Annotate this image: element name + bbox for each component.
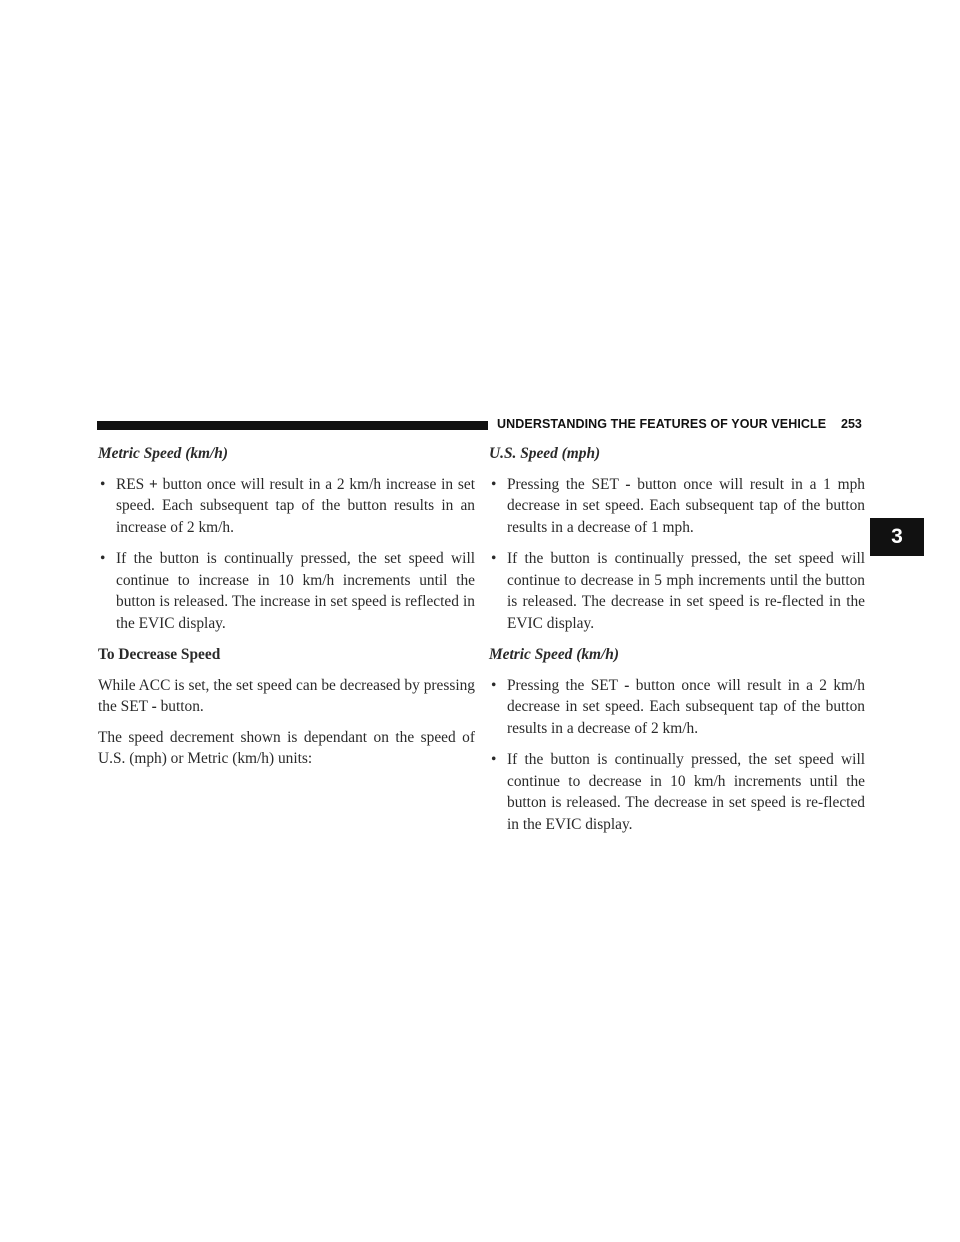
right-column <box>489 443 865 845</box>
bullet-text: button once will result in a 1 mph decrease in set speed. Each subsequent tap of the button results in a decrease of 1 mph. <box>507 475 865 536</box>
list-item <box>98 474 475 539</box>
bullet-icon: • <box>491 676 497 694</box>
metric-speed-heading: Metric Speed (km/h) <box>489 646 619 663</box>
us-decrease-list <box>489 474 865 635</box>
bullet-text-prefix: RES <box>116 475 150 493</box>
bullet-icon: • <box>100 475 106 493</box>
bullet-text: If the button is continually pressed, the set speed will continue to decrease in 5 mph increments until the button is released. The decrease in set speed is re-flected in the EVIC display. <box>507 550 865 632</box>
list-item <box>489 749 865 835</box>
bullet-icon: • <box>491 550 497 567</box>
decrease-speed-heading: To Decrease Speed <box>98 646 221 663</box>
section-title: UNDERSTANDING THE FEATURES OF YOUR VEHICLE <box>497 417 827 431</box>
key-symbol: - <box>624 676 630 694</box>
chapter-tab: 3 <box>870 518 924 556</box>
bullet-text-prefix: Pressing the SET <box>507 475 626 493</box>
key-symbol: - <box>625 475 631 493</box>
list-item <box>489 675 865 740</box>
us-speed-heading: U.S. Speed (mph) <box>489 445 601 462</box>
list-item <box>489 548 865 634</box>
bullet-text: If the button is continually pressed, the set speed will continue to decrease in 10 km/h increments until the button is released. The decrease in set speed is re-flected in the EVIC display. <box>507 751 865 833</box>
metric-increase-list <box>98 474 475 635</box>
key-symbol: + <box>149 475 158 493</box>
bullet-text-prefix: Pressing the SET <box>507 676 625 694</box>
list-item <box>489 474 865 539</box>
left-column <box>98 443 475 779</box>
bullet-icon: • <box>100 550 106 567</box>
page-number: 253 <box>841 417 862 431</box>
metric-speed-heading: Metric Speed (km/h) <box>98 445 228 462</box>
header-rule <box>97 421 488 430</box>
list-item <box>98 548 475 634</box>
paragraph <box>98 675 475 718</box>
key-symbol: - <box>151 698 157 715</box>
paragraph: The speed decrement shown is dependant on the speed of U.S. (mph) or Metric (km/h) units: <box>98 728 475 767</box>
paragraph-text: While ACC is set, the set speed can be decreased by pressing the SET <box>98 676 475 715</box>
bullet-text: button once will result in a 2 km/h decrease in set speed. Each subsequent tap of the button results in a decrease of 2 km/h. <box>507 676 865 737</box>
bullet-icon: • <box>491 751 497 768</box>
bullet-text: button once will result in a 2 km/h increase in set speed. Each subsequent tap of the button results in an increase of 2 km/h. <box>116 475 475 536</box>
paragraph-text: button. <box>156 698 204 715</box>
bullet-icon: • <box>491 475 497 493</box>
metric-decrease-list <box>489 675 865 836</box>
bullet-text: If the button is continually pressed, the set speed will continue to increase in 10 km/h increments until the button is released. The increase in set speed is reflected in the EVIC display. <box>116 550 475 632</box>
